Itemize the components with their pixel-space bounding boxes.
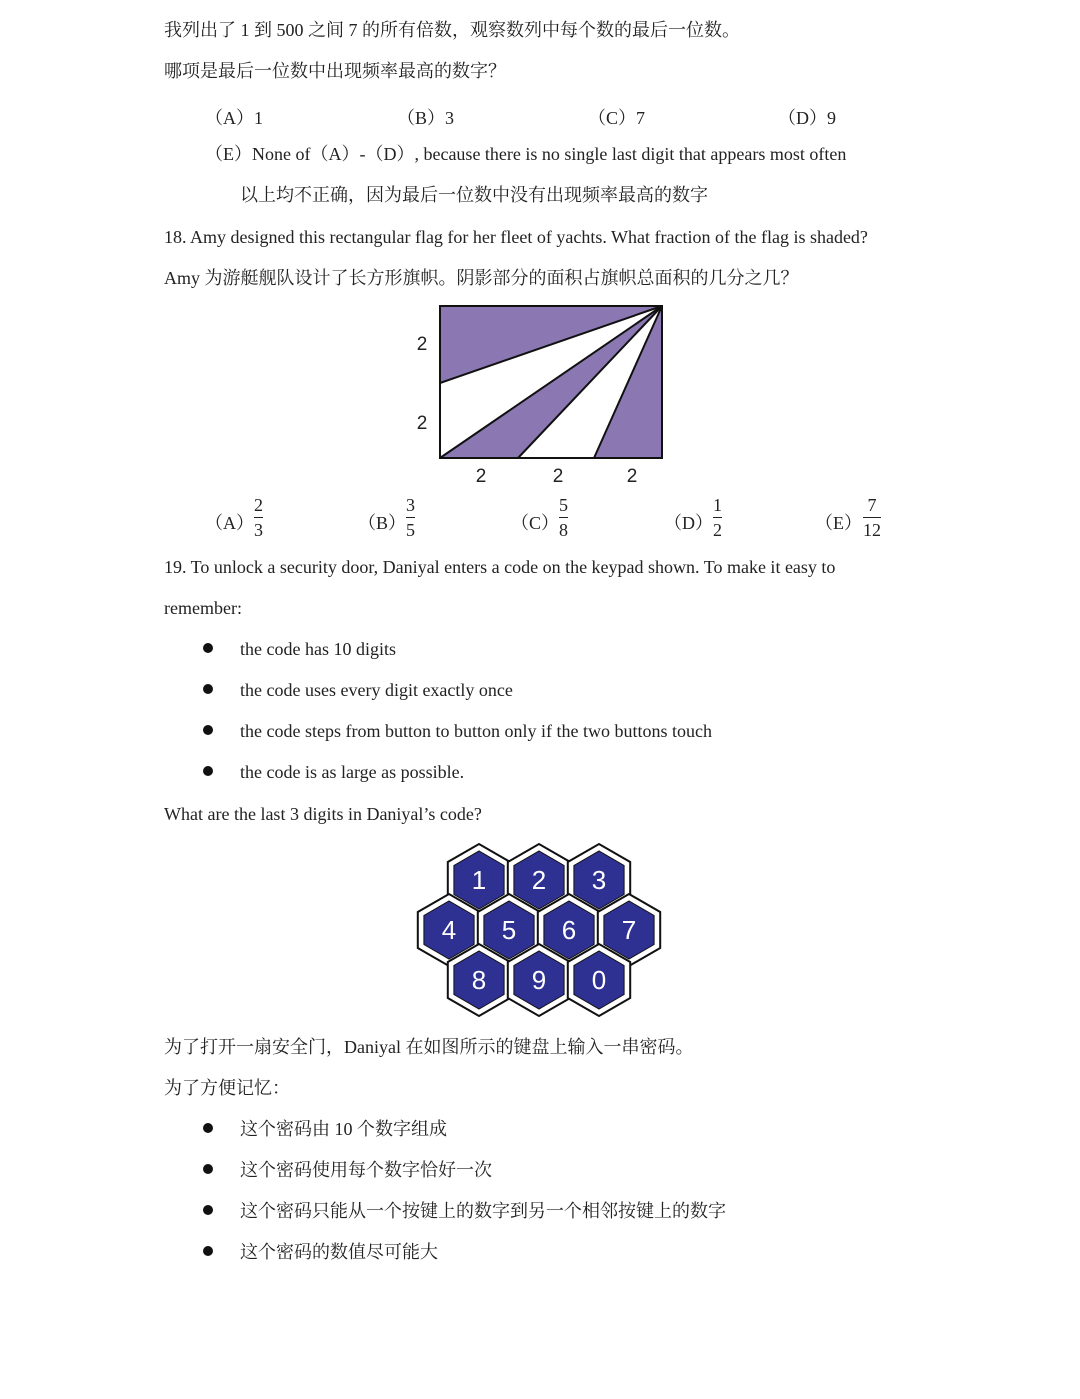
- flag-side-label-bottom: 2: [416, 413, 428, 434]
- q17-option-c: （C）7: [588, 108, 646, 128]
- fraction-numerator: 5: [559, 495, 568, 515]
- q18-option-e-label: （E）: [815, 513, 862, 533]
- bullet-dot: [203, 725, 213, 735]
- fraction-bar: [254, 517, 263, 518]
- flag-figure: [400, 298, 680, 490]
- q19-rule-cn-4: 这个密码的数值尽可能大: [240, 1242, 438, 1262]
- q19-question-cn-line1: 为了打开一扇安全门，Daniyal 在如图所示的键盘上输入一串密码。: [164, 1037, 694, 1057]
- q19-rule-en-3: the code steps from button to button only if the two buttons touch: [240, 721, 712, 741]
- q17-option-e: （E）None of（A）-（D）, because there is no single last digit that appears most often: [205, 144, 847, 164]
- q19-rule-cn-3: 这个密码只能从一个按键上的数字到另一个相邻按键上的数字: [240, 1201, 726, 1221]
- q18-option-b-label: （B）: [358, 513, 407, 533]
- flag-bottom-label-2: 2: [552, 466, 564, 487]
- fraction-numerator: 7: [867, 495, 877, 515]
- q18-option-c-label: （C）: [511, 513, 560, 533]
- q17-option-d: （D）9: [778, 108, 836, 128]
- q18-option-c-fraction: [559, 496, 568, 539]
- hexagon-keypad: [410, 842, 670, 1018]
- bullet-dot: [203, 1164, 213, 1174]
- fraction-denominator: 2: [713, 520, 722, 540]
- key-digit: 9: [531, 965, 547, 995]
- fraction-denominator: 12: [863, 520, 881, 540]
- q19-rule-cn-1: 这个密码由 10 个数字组成: [240, 1119, 447, 1139]
- bullet-dot: [203, 766, 213, 776]
- q18-option-e-fraction: [863, 496, 881, 539]
- q17-option-e-chinese: 以上均不正确，因为最后一位数中没有出现频率最高的数字: [240, 185, 708, 205]
- key-digit: 4: [441, 915, 457, 945]
- q18-option-d-fraction: [713, 496, 722, 539]
- q19-rule-en-4: the code is as large as possible.: [240, 762, 465, 782]
- key-digit: 2: [531, 865, 547, 895]
- key-digit: 8: [471, 965, 487, 995]
- q19-sub-question: What are the last 3 digits in Daniyal’s code?: [164, 804, 482, 824]
- q19-rule-en-2: the code uses every digit exactly once: [240, 680, 513, 700]
- q17-text-line2: 哪项是最后一位数中出现频率最高的数字？: [164, 61, 506, 81]
- q18-option-b-fraction: [406, 496, 415, 539]
- bullet-dot: [203, 1123, 213, 1133]
- fraction-numerator: 3: [406, 495, 415, 515]
- flag-bottom-label-3: 2: [626, 466, 638, 487]
- q19-rule-cn-2: 这个密码使用每个数字恰好一次: [240, 1160, 492, 1180]
- q18-option-a-fraction: [254, 496, 263, 539]
- q17-option-b: （B）3: [397, 108, 455, 128]
- fraction-bar: [863, 517, 881, 518]
- key-digit: 5: [501, 915, 517, 945]
- fraction-denominator: 8: [559, 520, 568, 540]
- q18-question-cn: Amy 为游艇舰队设计了长方形旗帜。阴影部分的面积占旗帜总面积的几分之几？: [164, 268, 799, 288]
- bullet-dot: [203, 684, 213, 694]
- q19-question-cn-line2: 为了方便记忆：: [164, 1078, 290, 1098]
- key-digit: 3: [591, 865, 607, 895]
- fraction-bar: [559, 517, 568, 518]
- q19-rule-en-1: the code has 10 digits: [240, 639, 396, 659]
- fraction-bar: [406, 517, 415, 518]
- q19-question-en-line2: remember:: [164, 598, 242, 618]
- flag-side-label-top: 2: [416, 334, 428, 355]
- key-digit: 6: [561, 915, 577, 945]
- bullet-dot: [203, 643, 213, 653]
- fraction-denominator: 3: [254, 520, 263, 540]
- bullet-dot: [203, 1205, 213, 1215]
- key-digit: 7: [621, 915, 637, 945]
- key-digit: 1: [471, 865, 487, 895]
- q18-question-en: 18. Amy designed this rectangular flag for her fleet of yachts. What fraction of the flag is shaded?: [164, 227, 868, 247]
- q18-option-a-label: （A）: [205, 513, 254, 533]
- q17-option-a: （A）1: [205, 108, 263, 128]
- fraction-bar: [713, 517, 722, 518]
- q17-text-line1: 我列出了 1 到 500 之间 7 的所有倍数，观察数列中每个数的最后一位数。: [164, 20, 740, 40]
- q19-question-en-line1: 19. To unlock a security door, Daniyal enters a code on the keypad shown. To make it easy to: [164, 557, 836, 577]
- fraction-denominator: 5: [406, 520, 415, 540]
- fraction-numerator: 1: [713, 495, 722, 515]
- q18-option-d-label: （D）: [664, 513, 713, 533]
- fraction-numerator: 2: [254, 495, 263, 515]
- key-digit: 0: [591, 965, 607, 995]
- bullet-dot: [203, 1246, 213, 1256]
- flag-bottom-label-1: 2: [475, 466, 487, 487]
